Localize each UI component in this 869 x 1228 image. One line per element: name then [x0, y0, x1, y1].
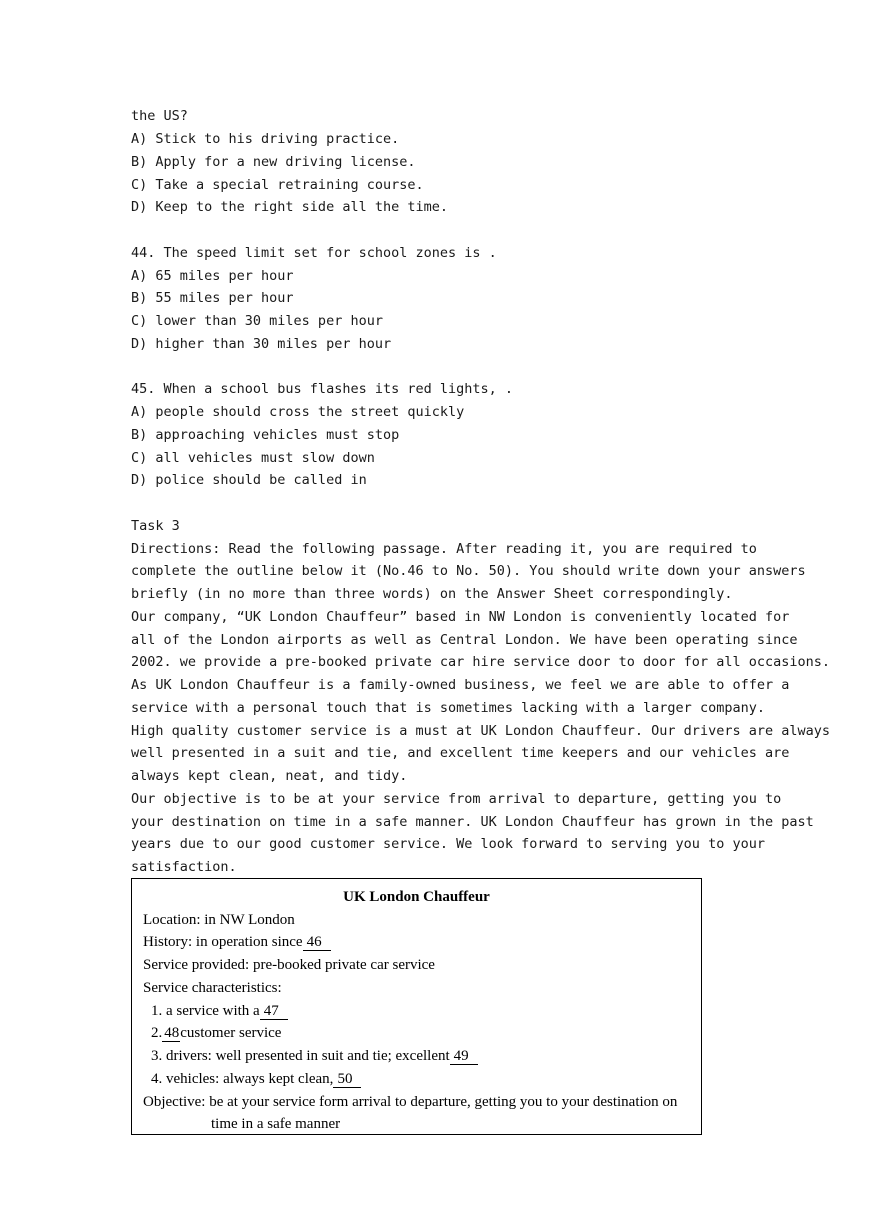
passage-line: years due to our good customer service. We look forward to serving you to your	[131, 836, 765, 852]
outline-service: Service provided: pre-booked private car service	[143, 957, 435, 973]
question-45-option-c: C) all vehicles must slow down	[131, 450, 375, 466]
characteristic-1	[151, 1001, 288, 1021]
outline-objective-continued: time in a safe manner	[211, 1116, 341, 1132]
characteristic-3	[151, 1046, 478, 1066]
question-44-option-c: C) lower than 30 miles per hour	[131, 313, 383, 329]
question-43-option-a: A) Stick to his driving practice.	[131, 131, 400, 147]
question-43-stem: the US?	[131, 108, 188, 124]
outline-table	[131, 878, 702, 1135]
passage-line: satisfaction.	[131, 859, 237, 875]
outline-location: Location: in NW London	[143, 912, 295, 928]
passage-line: As UK London Chauffeur is a family-owned business, we feel we are able to offer a	[131, 677, 790, 693]
answer-blank-50: 50	[333, 1071, 361, 1088]
passage-line: always kept clean, neat, and tidy.	[131, 768, 408, 784]
characteristic-2	[151, 1023, 281, 1043]
question-44-option-a: A) 65 miles per hour	[131, 268, 294, 284]
characteristic-4	[151, 1069, 361, 1089]
answer-blank-47: 47	[260, 1003, 288, 1020]
passage-line: service with a personal touch that is sometimes lacking with a larger company.	[131, 700, 765, 716]
question-43-option-c: C) Take a special retraining course.	[131, 177, 424, 193]
passage-line: well presented in a suit and tie, and excellent time keepers and our vehicles are	[131, 745, 790, 761]
characteristic-4-label: 4. vehicles: always kept clean,	[151, 1071, 334, 1087]
outline-objective: Objective: be at your service form arrival to departure, getting you to your destination on	[143, 1094, 678, 1110]
passage-line: Our objective is to be at your service from arrival to departure, getting you to	[131, 791, 782, 807]
outline-history	[143, 932, 331, 952]
directions-line: Directions: Read the following passage. After reading it, you are required to	[131, 541, 757, 557]
passage-line: Our company, “UK London Chauffeur” based in NW London is conveniently located for	[131, 609, 790, 625]
question-43-option-b: B) Apply for a new driving license.	[131, 154, 416, 170]
question-43-option-d: D) Keep to the right side all the time.	[131, 199, 448, 215]
question-45-stem: 45. When a school bus flashes its red lights, .	[131, 381, 514, 397]
question-44-stem: 44. The speed limit set for school zones is .	[131, 245, 497, 261]
outline-title: UK London Chauffeur	[343, 889, 490, 905]
outline-characteristics: Service characteristics:	[143, 980, 282, 996]
answer-blank-46: 46	[303, 934, 331, 951]
passage-line: all of the London airports as well as Central London. We have been operating since	[131, 632, 798, 648]
characteristic-3-label: 3. drivers: well presented in suit and tie; excellent	[151, 1048, 450, 1064]
outline-history-label: History: in operation since	[143, 934, 303, 950]
directions-line: complete the outline below it (No.46 to No. 50). You should write down your answers	[131, 563, 806, 579]
passage-line: High quality customer service is a must at UK London Chauffeur. Our drivers are always	[131, 723, 830, 739]
question-44-option-b: B) 55 miles per hour	[131, 290, 294, 306]
directions-line: briefly (in no more than three words) on the Answer Sheet correspondingly.	[131, 586, 733, 602]
characteristic-1-label: 1. a service with a	[151, 1003, 260, 1019]
question-45-option-a: A) people should cross the street quickly	[131, 404, 465, 420]
question-45-option-b: B) approaching vehicles must stop	[131, 427, 400, 443]
passage-line: your destination on time in a safe manner. UK London Chauffeur has grown in the past	[131, 814, 814, 830]
characteristic-2-suffix: customer service	[180, 1025, 282, 1041]
answer-blank-48: 48	[164, 1025, 180, 1041]
passage-line: 2002. we provide a pre-booked private car hire service door to door for all occasions.	[131, 654, 830, 670]
answer-blank-49: 49	[450, 1048, 478, 1065]
characteristic-2-label: 2.	[151, 1025, 163, 1041]
question-44-option-d: D) higher than 30 miles per hour	[131, 336, 392, 352]
task3-heading: Task 3	[131, 518, 180, 534]
question-45-option-d: D) police should be called in	[131, 472, 367, 488]
